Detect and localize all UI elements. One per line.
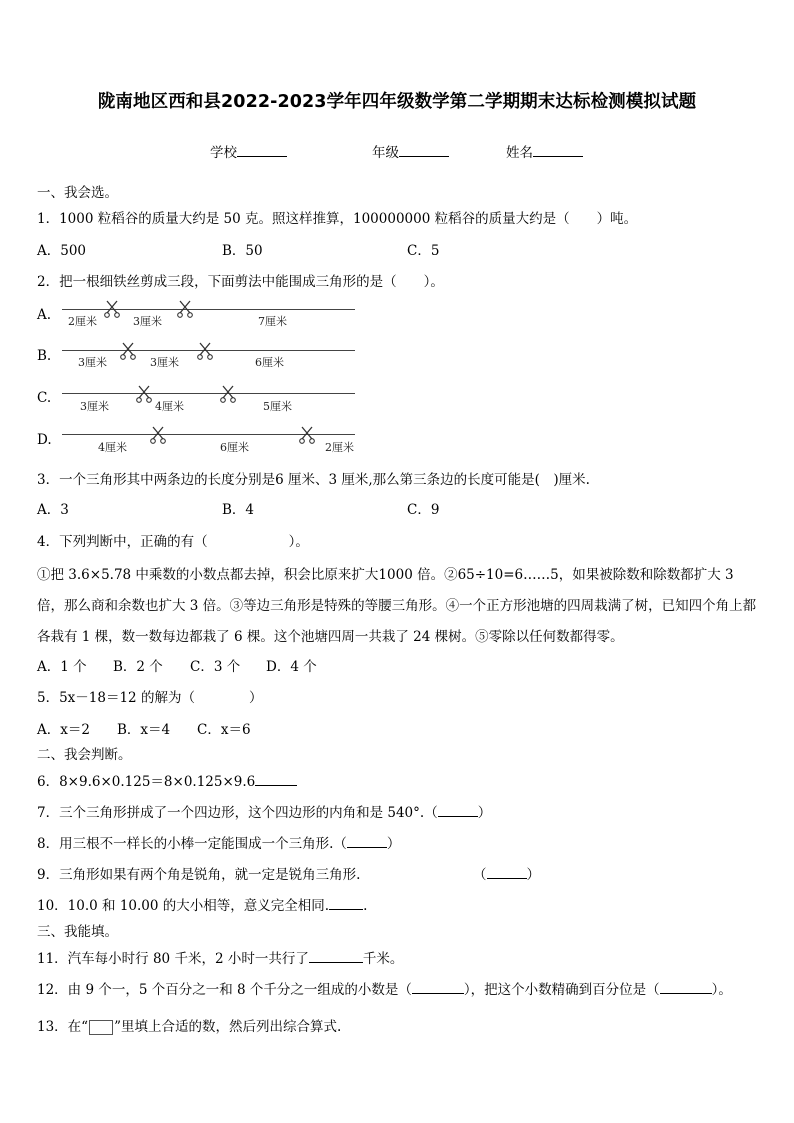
question-13: 13．在“ ”里填上合适的数，然后列出综合算式.: [37, 1019, 342, 1035]
q3-option-c[interactable]: C．9: [407, 502, 440, 518]
segment-label: 3厘米: [80, 400, 109, 413]
q5-option-c[interactable]: C．x＝6: [197, 722, 251, 738]
answer-blank[interactable]: [487, 864, 527, 879]
question-7: 7．三个三角形拼成了一个四边形，这个四边形的内角和是 540°.（ ）: [37, 801, 491, 821]
answer-blank[interactable]: [412, 979, 464, 994]
q3-option-a[interactable]: A．3: [37, 502, 69, 518]
scissors-icon: [104, 300, 120, 318]
q2-option-b-label[interactable]: B.: [37, 348, 52, 364]
segment-label: 6厘米: [255, 356, 284, 369]
section-heading-3: 三、我能填。: [37, 924, 118, 940]
question-6: 6．8×9.6×0.125＝8×0.125×9.6: [37, 770, 297, 790]
answer-blank[interactable]: [347, 833, 387, 848]
question-12: 12．由 9 个一，5 个百分之一和 8 个千分之一组成的小数是（ ），把这个小数精确到百分位是（ ）。: [37, 978, 732, 998]
scissors-icon: [220, 385, 236, 403]
name-field[interactable]: 姓名: [506, 141, 583, 161]
q2-option-d-label[interactable]: D.: [37, 432, 52, 448]
q2-option-c-label[interactable]: C.: [37, 390, 52, 406]
q5-option-a[interactable]: A．x＝2: [37, 722, 90, 738]
q1-option-a[interactable]: A．500: [37, 243, 87, 259]
scissors-icon: [197, 342, 213, 360]
q4-option-c[interactable]: C．3 个: [190, 659, 241, 675]
wire-line-c: [62, 393, 355, 394]
page-title: 陇南地区西和县2022-2023学年四年级数学第二学期期末达标检测模拟试题: [97, 92, 697, 112]
section-heading-1: 一、我会选。: [37, 185, 118, 201]
question-4: 4．下列判断中，正确的有（ ）。: [37, 534, 309, 550]
grade-field[interactable]: 年级: [372, 141, 449, 161]
segment-label: 3厘米: [78, 356, 107, 369]
q9-answer[interactable]: （ ）: [473, 863, 540, 883]
answer-blank[interactable]: [438, 802, 478, 817]
q4-option-d[interactable]: D．4 个: [266, 659, 317, 675]
segment-label: 2厘米: [68, 315, 97, 328]
segment-label: 6厘米: [220, 441, 249, 454]
answer-blank[interactable]: [255, 771, 297, 786]
q4-statements: ①把 3.6×5.78 中乘数的小数点都去掉，积会比原来扩大1000 倍。②65÷10=6……5，如果被除数和除数都扩大 3 倍，那么商和余数也扩大 3 倍。③等边三角形是特殊的等腰三角形。④一个正方形池塘的四周栽满了树，已知四个角上都各栽有 1 棵，数一数每边都栽了 6 棵。这个池塘四周一共栽了 24 棵树。⑤零除以任何数都得零。: [37, 567, 757, 645]
answer-blank[interactable]: [309, 948, 363, 963]
answer-blank[interactable]: [660, 979, 712, 994]
q5-option-b[interactable]: B．x＝4: [117, 722, 171, 738]
scissors-icon: [136, 385, 152, 403]
q1-option-b[interactable]: B．50: [222, 243, 263, 259]
segment-label: 5厘米: [263, 400, 292, 413]
q4-option-b[interactable]: B．2 个: [113, 659, 163, 675]
segment-label: 2厘米: [325, 441, 354, 454]
segment-label: 4厘米: [155, 400, 184, 413]
segment-label: 4厘米: [98, 441, 127, 454]
section-heading-2: 二、我会判断。: [37, 747, 132, 763]
scissors-icon: [150, 426, 166, 444]
q1-option-c[interactable]: C．5: [407, 243, 440, 259]
answer-box-icon: [89, 1020, 113, 1035]
question-11: 11．汽车每小时行 80 千米，2 小时一共行了 千米。: [37, 947, 403, 967]
question-2: 2．把一根细铁丝剪成三段，下面剪法中能围成三角形的是（ ）。: [37, 274, 444, 290]
segment-label: 3厘米: [150, 356, 179, 369]
segment-label: 3厘米: [133, 315, 162, 328]
q2-option-a-label[interactable]: A.: [37, 307, 52, 323]
question-3: 3．一个三角形其中两条边的长度分别是6 厘米、3 厘米,那么第三条边的长度可能是( )厘米.: [37, 472, 590, 488]
answer-blank[interactable]: [329, 895, 363, 910]
question-5: 5．5x－18＝12 的解为（ ）: [37, 690, 263, 706]
scissors-icon: [299, 426, 315, 444]
scissors-icon: [120, 342, 136, 360]
question-1: 1．1000 粒稻谷的质量大约是 50 克。照这样推算，100000000 粒稻谷的质量大约是（ ）吨。: [37, 211, 638, 227]
question-10: 10．10.0 和 10.00 的大小相等，意义完全相同. .: [37, 894, 367, 914]
school-field[interactable]: 学校: [210, 141, 287, 161]
q4-option-a[interactable]: A．1 个: [37, 659, 87, 675]
segment-label: 7厘米: [258, 315, 287, 328]
scissors-icon: [177, 300, 193, 318]
question-8: 8．用三根不一样长的小棒一定能围成一个三角形.（ ）: [37, 832, 400, 852]
q3-option-b[interactable]: B．4: [222, 502, 255, 518]
question-9: 9．三角形如果有两个角是锐角，就一定是锐角三角形.: [37, 867, 361, 883]
